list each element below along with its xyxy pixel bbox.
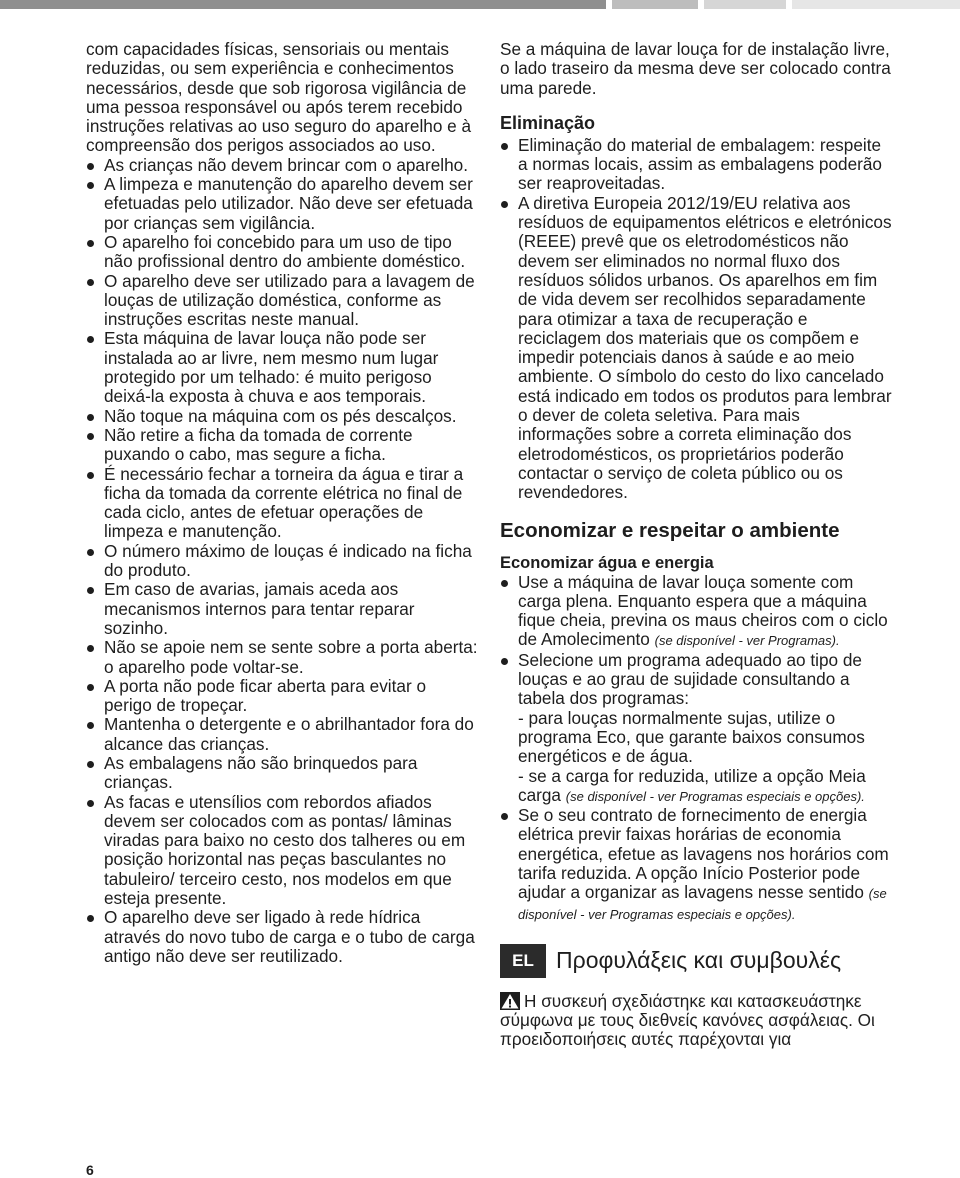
list-item: As crianças não devem brincar com o aparelho. [86, 156, 478, 175]
bullet-note: (se disponível - ver Programas). [654, 633, 840, 649]
bullet-dot-icon [87, 433, 94, 440]
el-warning-text: Η συσκευή σχεδιάστηκε και κατασκευάστηκε σύμφωνα με τους διεθνείς κανόνες ασφάλειας. Οι προειδοποιήσεις αυτές παρέχονται για [500, 990, 875, 1050]
bullet-dot-icon [87, 279, 94, 286]
list-item: As facas e utensílios com rebordos afiados devem ser colocados com as pontas/ lâminas viradas para baixo no cesto dos talheres ou em posição horizontal nas peças basculantes no tabuleiro/ terceiro cesto, nos modelos em que esteja presente. [86, 793, 478, 909]
top-color-bar [0, 0, 960, 9]
el-warning-paragraph [500, 992, 892, 1050]
list-item: Mantenha o detergente e o abrilhantador fora do alcance das crianças. [86, 715, 478, 754]
disposal-heading: Eliminação [500, 112, 596, 133]
bullet-dot-icon [501, 580, 508, 587]
list-item: Não se apoie nem se sente sobre a porta aberta: o aparelho pode voltar-se. [86, 638, 478, 677]
bullet-dot-icon [501, 658, 508, 665]
bullet-dot-icon [501, 143, 508, 150]
bullet-dot-icon [87, 587, 94, 594]
left-column [86, 40, 478, 966]
list-item [500, 651, 892, 806]
page-number: 6 [86, 1162, 94, 1178]
bullet-text: Selecione um programa adequado ao tipo de louças e ao grau de sujidade consultando a tabela dos programas: [518, 649, 862, 709]
bullet-dot-icon [87, 722, 94, 729]
list-item: É necessário fechar a torneira da água e tirar a ficha da tomada da corrente elétrica no final de cada ciclo, antes de efetuar operações de limpeza e manutenção. [86, 465, 478, 542]
bullet-dot-icon [87, 684, 94, 691]
bullet-dot-icon [501, 201, 508, 208]
list-item: Em caso de avarias, jamais aceda aos mecanismos internos para tentar reparar sozinho. [86, 580, 478, 638]
economy-subheading: Economizar água e energia [500, 553, 714, 572]
list-item: Não toque na máquina com os pés descalços. [86, 407, 478, 426]
bullet-dot-icon [87, 645, 94, 652]
language-badge: EL [500, 944, 546, 978]
list-item: O aparelho foi concebido para um uso de tipo não profissional dentro do ambiente doméstico. [86, 233, 478, 272]
bullet-dot-icon [87, 800, 94, 807]
bullet-text: Use a máquina de lavar louça somente com carga plena. Enquanto espera que a máquina fique cheia, previna os maus cheiros com o ciclo de Amolecimento [518, 571, 888, 650]
bullet-subitem: - se a carga for reduzida, utilize a opção Meia carga [518, 765, 866, 805]
list-item: A limpeza e manutenção do aparelho devem ser efetuadas pelo utilizador. Não deve ser efetuada por crianças sem vigilância. [86, 175, 478, 233]
bullet-dot-icon [87, 163, 94, 170]
bullet-dot-icon [501, 813, 508, 820]
el-section-header [500, 944, 892, 978]
list-item: Esta máquina de lavar louça não pode ser instalada ao ar livre, nem mesmo num lugar protegido por um telhado: é muito perigoso deixá-la exposta à chuva e aos temporais. [86, 329, 478, 406]
right-column [500, 40, 892, 1050]
list-item [500, 573, 892, 651]
list-item: Não retire a ficha da tomada de corrente puxando o cabo, mas segure a ficha. [86, 426, 478, 465]
bullet-text: Se o seu contrato de fornecimento de energia elétrica previr faixas horárias de economia energética, efetue as lavagens nos horários com tarifa reduzida. A opção Início Posterior pode ajudar a organizar as lavagens nesse sentido [518, 805, 889, 903]
safety-bullet-list [86, 156, 478, 966]
bullet-dot-icon [87, 240, 94, 247]
list-item: O número máximo de louças é indicado na ficha do produto. [86, 542, 478, 581]
bullet-dot-icon [87, 414, 94, 421]
warning-triangle-icon [500, 992, 520, 1010]
list-item [500, 806, 892, 924]
bullet-dot-icon [87, 336, 94, 343]
bullet-note: (se disponível - ver Programas especiais e opções). [518, 886, 887, 922]
list-item: A porta não pode ficar aberta para evitar o perigo de tropeçar. [86, 677, 478, 716]
economy-heading: Economizar e respeitar o ambiente [500, 518, 840, 542]
list-item: A diretiva Europeia 2012/19/EU relativa aos resíduos de equipamentos elétricos e eletrónicos (REEE) prevê que os eletrodomésticos não devem ser eliminados no normal fluxo dos resíduos sólidos urbanos. Os aparelhos em fim de vida devem ser recolhidos separadamente para otimizar a taxa de recuperação e reciclagem dos materiais que os compõem e impedir potenciais danos à saúde e ao meio ambiente. O símbolo do cesto do lixo cancelado está indicado em todos os produtos para lembrar o dever de coleta seletiva. Para mais informações sobre a correta eliminação dos eletrodomésticos, os proprietários poderão contactar o serviço de coleta público ou os revendedores. [500, 194, 892, 503]
bullet-dot-icon [87, 549, 94, 556]
list-item: Eliminação do material de embalagem: respeite a normas locais, assim as embalagens poderão ser reaproveitadas. [500, 136, 892, 194]
el-section-title: Προφυλάξεις και συμβουλές [556, 947, 842, 974]
bullet-dot-icon [87, 915, 94, 922]
bullet-dot-icon [87, 182, 94, 189]
economy-bullet-list [500, 573, 892, 924]
list-item: O aparelho deve ser ligado à rede hídrica através do novo tubo de carga e o tubo de carga antigo não deve ser reutilizado. [86, 908, 478, 966]
left-intro-text: com capacidades físicas, sensoriais ou mentais reduzidas, ou sem experiência e conhecimentos necessários, desde que sob rigorosa vigilância de uma pessoa responsável ou após terem recebido instruções relativas ao uso seguro do aparelho e à compreensão dos perigos associados ao uso. [86, 39, 472, 156]
bullet-dot-icon [87, 761, 94, 768]
bullet-note: (se disponível - ver Programas especiais e opções). [565, 788, 865, 804]
list-item: O aparelho deve ser utilizado para a lavagem de louças de utilização doméstica, conforme as instruções escritas neste manual. [86, 272, 478, 330]
bullet-subitem: - para louças normalmente sujas, utilize o programa Eco, que garante baixos consumos energéticos e de água. [518, 707, 865, 767]
right-intro-text: Se a máquina de lavar louça for de instalação livre, o lado traseiro da mesma deve ser colocado contra uma parede. [500, 39, 891, 98]
bullet-dot-icon [87, 472, 94, 479]
disposal-bullet-list [500, 136, 892, 503]
list-item: As embalagens não são brinquedos para crianças. [86, 754, 478, 793]
